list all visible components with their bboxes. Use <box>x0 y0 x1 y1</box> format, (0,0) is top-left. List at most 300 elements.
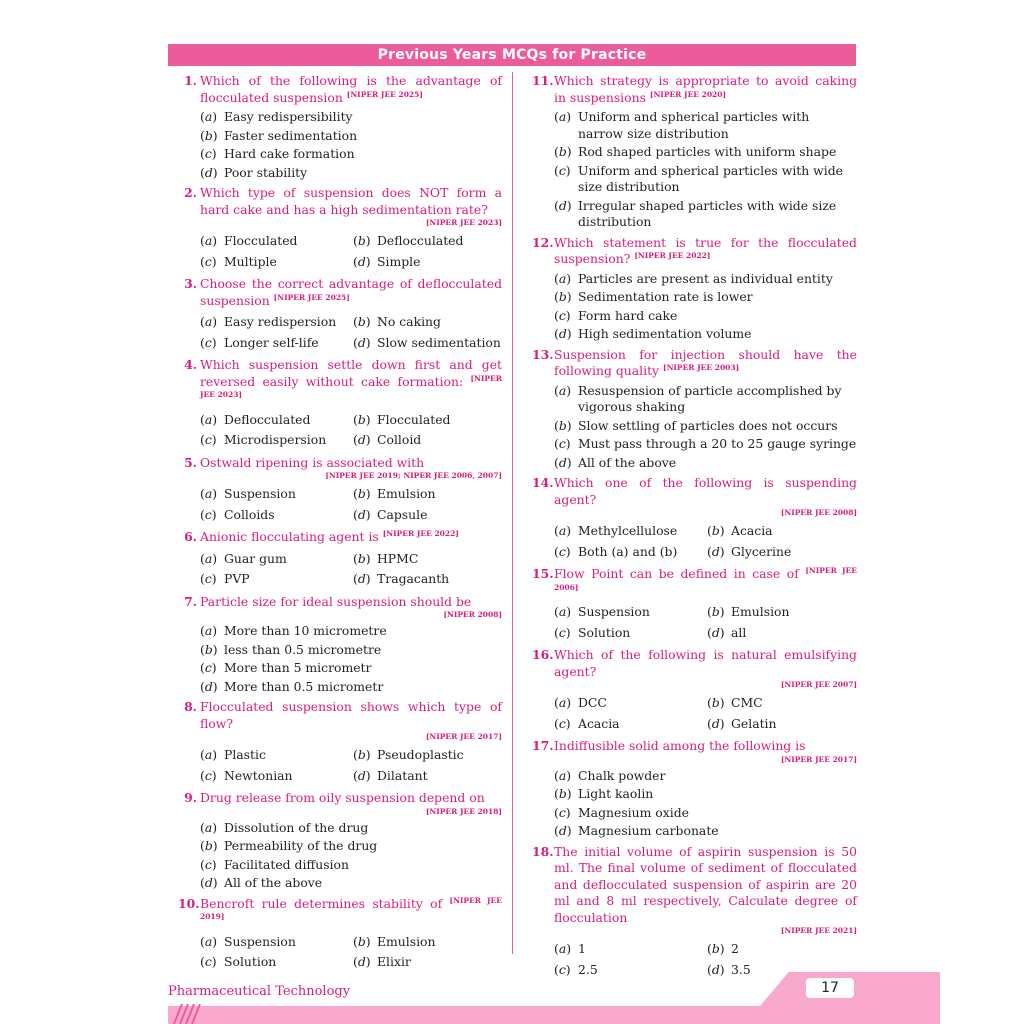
question-item <box>532 738 857 840</box>
exam-tag: [NIPER JEE 2017] <box>425 732 502 741</box>
question-item <box>178 357 502 451</box>
option-text: Hard cake formation <box>224 146 355 161</box>
option-item <box>353 747 502 764</box>
option-letter: ( c ) <box>200 146 217 163</box>
options-list <box>200 549 502 590</box>
option-text: Sedimentation rate is lower <box>578 289 753 304</box>
option-item <box>200 934 353 951</box>
option-item <box>200 486 353 503</box>
option-item <box>200 747 353 764</box>
question-text <box>200 594 502 611</box>
option-letter: ( d ) <box>554 326 572 343</box>
option-text: All of the above <box>224 875 323 890</box>
option-item <box>707 544 857 561</box>
option-item <box>554 455 857 472</box>
option-letter: ( d ) <box>353 768 371 785</box>
option-letter: ( b ) <box>200 642 218 659</box>
option-item <box>200 432 353 449</box>
option-text: No caking <box>377 314 441 329</box>
option-text: 3.5 <box>731 961 751 977</box>
question-item <box>532 844 857 981</box>
option-text: Deflocculated <box>224 411 311 427</box>
options-list <box>554 693 857 734</box>
option-item <box>707 523 857 540</box>
option-item <box>353 233 502 250</box>
option-letter: ( b ) <box>554 418 572 435</box>
option-letter: ( a ) <box>554 768 571 785</box>
exam-tag: [NIPER 2008] <box>443 610 502 619</box>
option-letter: ( a ) <box>554 271 571 288</box>
question-text-body: Which strategy is appropriate to avoid caking in suspensions <box>554 73 857 105</box>
option-letter: ( d ) <box>200 165 218 182</box>
option-item <box>200 165 502 182</box>
option-text: Colloids <box>224 506 275 522</box>
options-list <box>200 623 502 695</box>
option-text: More than 0.5 micrometr <box>224 678 384 694</box>
question-item <box>532 347 857 472</box>
footer-band <box>168 1006 940 1024</box>
option-text: DCC <box>578 695 607 710</box>
question-number: 13. <box>532 346 554 362</box>
option-text: Acacia <box>731 523 773 538</box>
option-text: Rod shaped particles with uniform shape <box>578 144 837 159</box>
option-letter: ( b ) <box>707 695 725 712</box>
option-item <box>200 820 502 837</box>
option-letter: ( c ) <box>200 432 217 449</box>
option-item <box>200 335 353 352</box>
question-text-body: Particle size for ideal suspension should be <box>200 593 472 609</box>
option-text: Facilitated diffusion <box>224 856 349 872</box>
option-text: Suspension <box>578 604 650 619</box>
option-item <box>353 551 502 568</box>
option-letter: ( a ) <box>200 623 217 640</box>
exam-tag: [NIPER JEE 2019] <box>200 895 502 921</box>
option-text: Slow sedimentation <box>377 334 501 350</box>
option-text: Magnesium oxide <box>578 804 689 820</box>
option-item <box>554 383 857 416</box>
question-text-body: Suspension for injection should have the following quality <box>554 346 857 378</box>
exam-tag: [NIPER JEE 2023] <box>425 218 502 227</box>
option-item <box>353 432 502 449</box>
options-list <box>200 484 502 525</box>
option-text: Form hard cake <box>578 307 678 323</box>
option-text: Dilatant <box>377 767 428 783</box>
option-letter: ( c ) <box>554 962 571 979</box>
question-text <box>200 276 502 309</box>
question-item <box>532 475 857 562</box>
exam-tag: [NIPER JEE 2025] <box>346 89 423 99</box>
option-letter: ( b ) <box>200 128 218 145</box>
option-item <box>353 412 502 429</box>
option-text: Tragacanth <box>377 571 450 586</box>
option-item <box>353 768 502 785</box>
option-item <box>200 838 502 855</box>
question-item <box>178 790 502 892</box>
question-text-body: Anionic flocculating agent is <box>200 529 379 544</box>
option-text: 2 <box>731 941 739 956</box>
question-number: 1. <box>184 73 197 88</box>
option-letter: ( a ) <box>200 109 217 126</box>
option-item <box>353 254 502 271</box>
option-text: Suspension <box>224 486 296 501</box>
option-letter: ( b ) <box>707 604 725 621</box>
option-text: Uniform and spherical particles with wide size distribution <box>578 162 844 194</box>
section-title: Previous Years MCQs for Practice <box>377 47 647 63</box>
question-number: 14. <box>532 475 554 490</box>
option-letter: ( a ) <box>200 412 217 429</box>
exam-tag: [NIPER JEE 2003] <box>663 362 740 372</box>
question-text-body: Which statement is true for the flocculated suspension? <box>554 234 857 266</box>
question-item <box>178 276 502 353</box>
question-number: 18. <box>532 843 554 859</box>
option-letter: ( c ) <box>554 625 571 642</box>
option-letter: ( a ) <box>200 551 217 568</box>
option-item <box>707 716 857 733</box>
option-text: Emulsion <box>377 486 436 501</box>
question-item <box>532 73 857 231</box>
option-letter: ( b ) <box>353 314 371 331</box>
option-letter: ( c ) <box>554 716 571 733</box>
option-item <box>200 660 502 677</box>
option-item <box>200 551 353 568</box>
option-item <box>554 271 857 288</box>
option-item <box>707 625 857 642</box>
option-text: Flocculated <box>224 233 298 248</box>
option-text: CMC <box>731 695 763 710</box>
option-item <box>200 128 502 145</box>
option-letter: ( c ) <box>200 335 217 352</box>
options-list <box>200 932 502 973</box>
exam-tag: [NIPER JEE 2022] <box>634 250 711 260</box>
option-letter: ( b ) <box>707 941 725 958</box>
option-item <box>554 144 857 161</box>
option-item <box>200 254 353 271</box>
option-letter: ( d ) <box>353 507 371 524</box>
option-letter: ( a ) <box>554 604 571 621</box>
section-header-banner <box>168 44 856 66</box>
option-text: PVP <box>224 571 250 586</box>
option-letter: ( a ) <box>200 314 217 331</box>
question-text <box>200 455 502 472</box>
option-item <box>554 962 707 979</box>
question-text-body: Which of the following is natural emulsifying agent? <box>554 647 857 679</box>
question-text-body: Flow Point can be defined in case of <box>554 566 799 581</box>
question-text <box>554 235 857 268</box>
option-item <box>554 805 857 822</box>
option-text: Chalk powder <box>578 767 666 783</box>
option-letter: ( c ) <box>554 544 571 561</box>
option-letter: ( b ) <box>353 233 371 250</box>
option-item <box>554 716 707 733</box>
option-item <box>554 941 707 958</box>
option-letter: ( a ) <box>554 523 571 540</box>
option-item <box>554 823 857 840</box>
question-text-body: Flocculated suspension shows which type of flow? <box>200 699 502 731</box>
question-text <box>554 73 857 106</box>
option-item <box>200 109 502 126</box>
option-letter: ( d ) <box>200 679 218 696</box>
option-item <box>200 875 502 892</box>
option-text: Faster sedimentation <box>224 127 358 143</box>
option-item <box>200 954 353 971</box>
option-text: Suspension <box>224 933 296 949</box>
option-item <box>554 326 857 343</box>
option-letter: ( a ) <box>200 934 217 951</box>
option-item <box>554 308 857 325</box>
question-text-body: Which one of the following is suspending agent? <box>554 475 857 507</box>
question-number: 9. <box>184 790 197 805</box>
option-item <box>200 642 502 659</box>
exam-tag: [NIPER JEE 2018] <box>425 806 502 816</box>
question-text <box>554 566 857 599</box>
option-text: Easy redispersion <box>224 314 337 329</box>
question-number: 17. <box>532 738 554 753</box>
option-item <box>554 523 707 540</box>
option-text: Guar gum <box>224 550 287 566</box>
option-text: Resuspension of particle accomplished by vigorous shaking <box>578 382 842 414</box>
option-letter: ( b ) <box>353 934 371 951</box>
question-text <box>554 844 857 927</box>
option-text: 2.5 <box>578 961 598 977</box>
option-letter: ( d ) <box>200 875 218 892</box>
option-text: Light kaolin <box>578 786 654 801</box>
option-letter: ( d ) <box>707 625 725 642</box>
option-letter: ( d ) <box>554 823 572 840</box>
option-letter: ( a ) <box>200 747 217 764</box>
option-text: all <box>731 624 747 640</box>
option-letter: ( d ) <box>353 432 371 449</box>
option-letter: ( b ) <box>554 144 572 161</box>
option-text: Deflocculated <box>377 233 464 248</box>
option-letter: ( d ) <box>707 716 725 733</box>
option-item <box>353 954 502 971</box>
option-text: Poor stability <box>224 164 308 180</box>
option-letter: ( c ) <box>200 768 217 785</box>
option-letter: ( a ) <box>200 233 217 250</box>
option-letter: ( d ) <box>554 455 572 472</box>
column-divider <box>512 72 513 954</box>
question-text-body: Which type of suspension does NOT form a hard cake and has a high sedimentation rate? <box>200 185 502 217</box>
question-number: 3. <box>184 276 197 291</box>
option-item <box>200 857 502 874</box>
options-list <box>200 410 502 451</box>
option-text: More than 5 micrometr <box>224 660 372 675</box>
option-item <box>554 289 857 306</box>
options-list <box>554 602 857 643</box>
option-letter: ( d ) <box>554 198 572 215</box>
option-text: Particles are present as individual entity <box>578 270 833 286</box>
option-text: Colloid <box>377 432 422 447</box>
question-item <box>178 529 502 590</box>
option-letter: ( b ) <box>707 523 725 540</box>
question-text-body: Drug release from oily suspension depend on <box>200 790 485 805</box>
options-list <box>554 109 857 231</box>
option-item <box>554 198 857 231</box>
option-text: Longer self-life <box>224 334 319 350</box>
question-text <box>554 475 857 508</box>
question-text <box>200 699 502 732</box>
question-text-body: Choose the correct advantage of deflocculated suspension <box>200 276 502 308</box>
option-letter: ( a ) <box>554 695 571 712</box>
option-letter: ( c ) <box>200 857 217 874</box>
option-item <box>200 623 502 640</box>
option-letter: ( a ) <box>554 941 571 958</box>
option-text: Must pass through a 20 to 25 gauge syringe <box>578 436 857 451</box>
option-letter: ( d ) <box>353 254 371 271</box>
option-item <box>554 604 707 621</box>
option-letter: ( c ) <box>200 660 217 677</box>
option-item <box>707 604 857 621</box>
option-text: 1 <box>578 941 586 956</box>
option-text: Emulsion <box>731 604 790 619</box>
option-text: Flocculated <box>377 411 451 427</box>
book-title: Pharmaceutical Technology <box>168 984 351 999</box>
option-text: Easy redispersibility <box>224 109 353 124</box>
question-number: 2. <box>184 185 197 200</box>
option-text: Multiple <box>224 253 277 269</box>
option-text: More than 10 micrometre <box>224 623 387 638</box>
option-text: Dissolution of the drug <box>224 819 369 835</box>
option-item <box>554 418 857 435</box>
option-letter: ( c ) <box>554 163 571 180</box>
question-text-body: Which of the following is the advantage of flocculated suspension <box>200 73 502 105</box>
option-item <box>554 109 857 142</box>
question-number: 10. <box>178 895 200 911</box>
option-letter: ( b ) <box>554 786 572 803</box>
question-text-body: Which suspension settle down first and get reversed easily without cake formation: <box>200 357 502 389</box>
option-letter: ( c ) <box>554 805 571 822</box>
question-text <box>200 357 502 407</box>
question-number: 8. <box>184 699 197 714</box>
option-letter: ( c ) <box>200 507 217 524</box>
option-text: Solution <box>578 624 631 640</box>
option-text: Irregular shaped particles with wide size distribution <box>578 197 837 229</box>
question-item <box>178 594 502 696</box>
question-item <box>532 566 857 643</box>
question-number: 6. <box>184 529 197 544</box>
option-text: Methylcellulose <box>578 523 678 538</box>
question-number: 15. <box>532 566 554 581</box>
option-text: Magnesium carbonate <box>578 823 719 838</box>
option-text: Solution <box>224 954 277 969</box>
option-text: Simple <box>377 253 421 269</box>
question-text <box>200 529 502 546</box>
option-text: Glycerine <box>731 543 792 559</box>
option-item <box>554 786 857 803</box>
question-item <box>532 235 857 343</box>
option-item <box>353 934 502 951</box>
option-letter: ( d ) <box>707 962 725 979</box>
question-item <box>178 185 502 272</box>
question-number: 16. <box>532 647 554 662</box>
option-item <box>200 314 353 331</box>
option-text: Capsule <box>377 506 428 522</box>
option-text: Permeability of the drug <box>224 838 378 853</box>
option-letter: ( c ) <box>200 571 217 588</box>
exam-tag: [NIPER JEE 2022] <box>382 528 459 538</box>
question-number: 12. <box>532 234 554 250</box>
option-letter: ( c ) <box>200 254 217 271</box>
question-item <box>178 896 502 973</box>
option-text: Plastic <box>224 747 266 762</box>
option-item <box>200 233 353 250</box>
option-text: Newtonian <box>224 767 293 783</box>
option-letter: ( c ) <box>200 954 217 971</box>
question-item <box>532 647 857 734</box>
option-letter: ( d ) <box>353 954 371 971</box>
question-number: 11. <box>532 73 554 88</box>
option-item <box>707 695 857 712</box>
option-text: Pseudoplastic <box>377 747 464 762</box>
option-item <box>554 695 707 712</box>
question-item <box>178 455 502 526</box>
option-text: Emulsion <box>377 933 436 949</box>
option-letter: ( b ) <box>353 747 371 764</box>
option-item <box>353 486 502 503</box>
option-letter: ( b ) <box>200 838 218 855</box>
page-number: 17 <box>806 978 854 998</box>
option-letter: ( a ) <box>554 109 571 126</box>
options-list <box>200 109 502 181</box>
option-letter: ( b ) <box>353 412 371 429</box>
question-text-body: Indiffusible solid among the following is <box>554 738 806 753</box>
option-letter: ( b ) <box>353 551 371 568</box>
option-text: less than 0.5 micrometre <box>224 641 382 657</box>
question-text <box>554 347 857 380</box>
option-text: Slow settling of particles does not occurs <box>578 417 838 433</box>
option-item <box>707 941 857 958</box>
option-item <box>554 436 857 453</box>
option-text: HPMC <box>377 550 419 566</box>
options-list <box>554 768 857 840</box>
footer-stripes-decoration <box>168 1004 208 1024</box>
option-text: All of the above <box>578 454 677 470</box>
option-text: Microdispersion <box>224 432 327 447</box>
option-item <box>353 314 502 331</box>
exam-tag: [NIPER JEE 2008] <box>780 508 857 517</box>
option-item <box>353 335 502 352</box>
exam-tag: [NIPER JEE 2021] <box>780 926 857 935</box>
option-letter: ( a ) <box>200 820 217 837</box>
option-letter: ( d ) <box>353 571 371 588</box>
option-item <box>200 679 502 696</box>
option-letter: ( b ) <box>554 289 572 306</box>
question-text <box>554 647 857 680</box>
option-letter: ( c ) <box>554 436 571 453</box>
question-text <box>554 738 857 755</box>
option-letter: ( a ) <box>200 486 217 503</box>
option-item <box>200 412 353 429</box>
option-item <box>200 768 353 785</box>
options-list <box>554 521 857 562</box>
question-number: 4. <box>184 357 197 372</box>
exam-tag: [NIPER JEE 2007] <box>780 680 857 689</box>
option-item <box>554 544 707 561</box>
options-list <box>200 312 502 353</box>
exam-tag: [NIPER JEE 2006] <box>554 565 857 592</box>
question-text <box>200 896 502 929</box>
option-text: Elixir <box>377 954 411 969</box>
question-text <box>200 73 502 106</box>
options-list <box>554 271 857 343</box>
question-text-body: Ostwald ripening is associated with <box>200 454 425 470</box>
option-text: High sedimentation volume <box>578 326 752 341</box>
options-list <box>200 820 502 892</box>
option-item <box>554 163 857 196</box>
option-text: Both (a) and (b) <box>578 543 678 559</box>
option-item <box>554 625 707 642</box>
exam-tag: [NIPER JEE 2019; NIPER JEE 2006, 2007] <box>325 471 502 480</box>
